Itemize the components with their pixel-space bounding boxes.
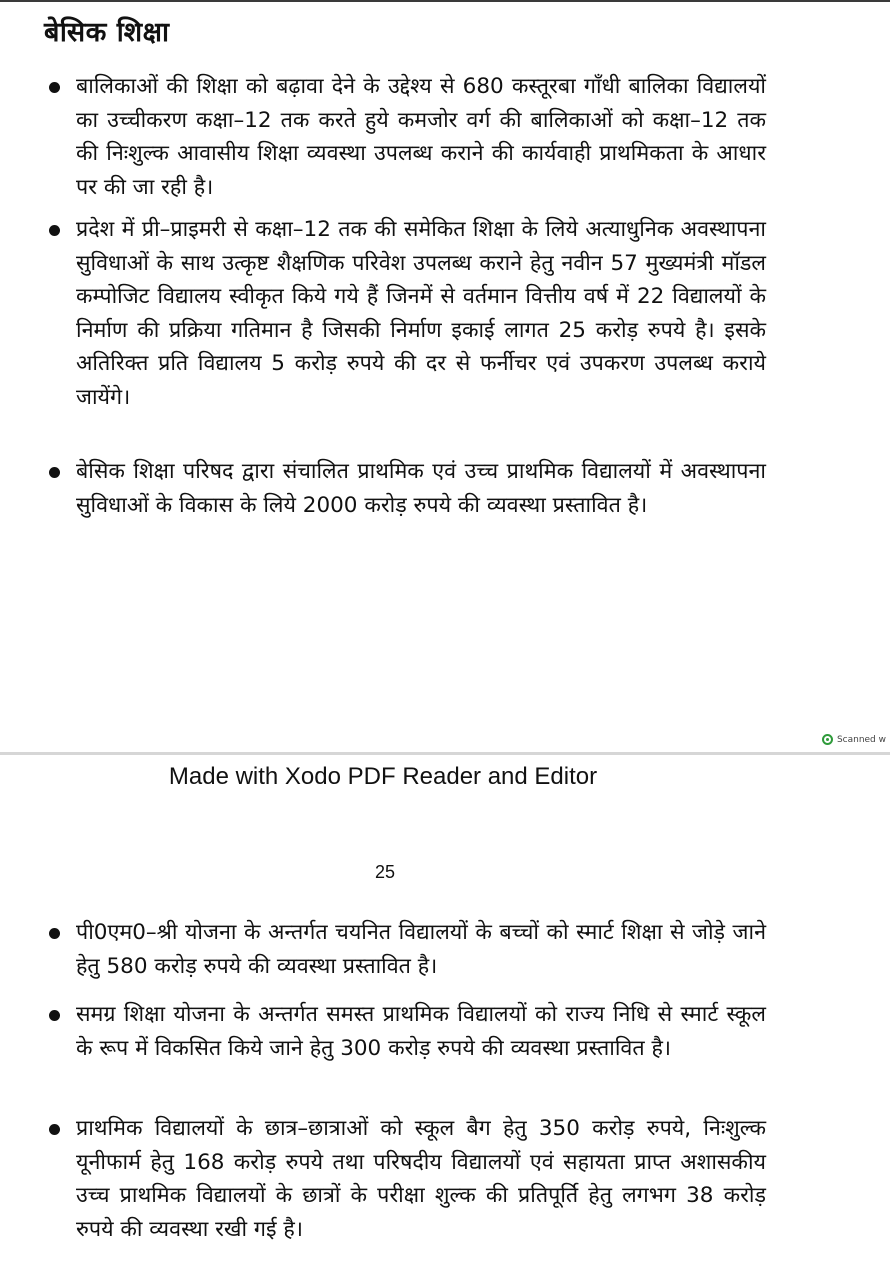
watermark-text: Made with Xodo PDF Reader and Editor	[168, 763, 598, 790]
section-heading: बेसिक शिक्षा	[44, 17, 170, 48]
document-page-2	[0, 755, 890, 1280]
bullet-dot-icon	[49, 82, 60, 93]
bullet-text: प्राथमिक विद्यालयों के छात्र–छात्राओं को स्कूल बैग हेतु 350 करोड़ रुपये, निःशुल्क यूनीफार्म हेतु 168 करोड़ रुपये तथा परिषदीय विद्यालयों एवं सहायता प्राप्त अशासकीय उच्च प्राथमिक विद्यालयों के छात्रों के परीक्षा शुल्क की प्रतिपूर्ति हेतु लगभग 38 करोड़ रुपये की व्यवस्था रखी गई है।	[76, 1116, 766, 1242]
bullet-dot-icon	[49, 928, 60, 939]
bullet-item	[76, 916, 766, 983]
bullet-text: समग्र शिक्षा योजना के अन्तर्गत समस्त प्राथमिक विद्यालयों को राज्य निधि से स्मार्ट स्कूल के रूप में विकसित किये जाने हेतु 300 करोड़ रुपये की व्यवस्था प्रस्तावित है।	[76, 1002, 766, 1061]
bullet-text: बेसिक शिक्षा परिषद द्वारा संचालित प्राथमिक एवं उच्च प्राथमिक विद्यालयों में अवस्थापना सुविधाओं के विकास के लिये 2000 करोड़ रुपये की व्यवस्था प्रस्तावित है।	[76, 459, 766, 518]
bullet-item	[76, 1112, 766, 1246]
page-top-border	[0, 0, 890, 2]
bullet-dot-icon	[49, 225, 60, 236]
bullet-text: प्रदेश में प्री–प्राइमरी से कक्षा–12 तक की समेकित शिक्षा के लिये अत्याधुनिक अवस्थापना सुविधाओं के साथ उत्कृष्ट शैक्षणिक परिवेश उपलब्ध कराने हेतु नवीन 57 मुख्यमंत्री मॉडल कम्पोजिट विद्यालय स्वीकृत किये गये हैं जिनमें से वर्तमान वित्तीय वर्ष में 22 विद्यालयों के निर्माण की प्रक्रिया गतिमान है जिसकी निर्माण इकाई लागत 25 करोड़ रुपये है। इसके अतिरिक्त प्रति विद्यालय 5 करोड़ रुपये की दर से फर्नीचर एवं उपकरण उपलब्ध कराये जायेंगे।	[76, 217, 766, 410]
scanner-badge-text: Scanned w	[836, 734, 886, 745]
bullet-item	[76, 455, 766, 522]
page-number: 25	[374, 862, 396, 882]
bullet-dot-icon	[49, 1010, 60, 1021]
bullet-dot-icon	[49, 1124, 60, 1135]
scanner-logo-icon	[822, 734, 833, 745]
bullet-text: पी0एम0–श्री योजना के अन्तर्गत चयनित विद्यालयों के बच्चों को स्मार्ट शिक्षा से जोड़े जाने हेतु 580 करोड़ रुपये की व्यवस्था प्रस्तावित है।	[76, 920, 766, 979]
bullet-item	[76, 998, 766, 1065]
bullet-item	[76, 70, 766, 204]
bullet-dot-icon	[49, 467, 60, 478]
scanner-badge	[822, 734, 886, 745]
bullet-item	[76, 213, 766, 414]
bullet-text: बालिकाओं की शिक्षा को बढ़ावा देने के उद्देश्य से 680 कस्तूरबा गाँधी बालिका विद्यालयों का उच्चीकरण कक्षा–12 तक करते हुये कमजोर वर्ग की बालिकाओं को कक्षा–12 तक की निःशुल्क आवासीय शिक्षा व्यवस्था उपलब्ध कराने की कार्यवाही प्राथमिकता के आधार पर की जा रही है।	[76, 74, 766, 200]
